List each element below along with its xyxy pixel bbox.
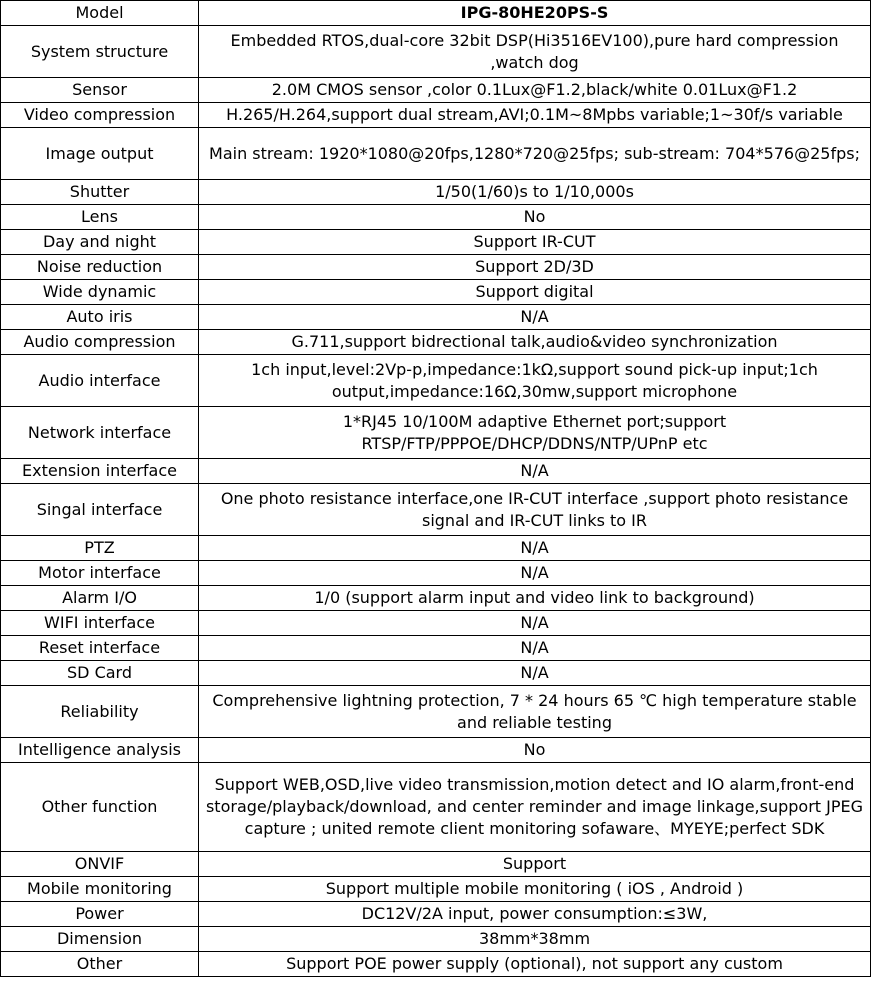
spec-value: Support 2D/3D: [199, 255, 871, 280]
spec-label: Motor interface: [1, 561, 199, 586]
spec-value: H.265/H.264,support dual stream,AVI;0.1M~8Mpbs variable;1~30f/s variable: [199, 103, 871, 128]
spec-value: DC12V/2A input, power consumption:≤3W,: [199, 902, 871, 927]
spec-row: [1, 636, 871, 661]
spec-label: Lens: [1, 205, 199, 230]
spec-label: System structure: [1, 26, 199, 78]
spec-label: Video compression: [1, 103, 199, 128]
spec-value: N/A: [199, 611, 871, 636]
spec-row: [1, 952, 871, 977]
spec-row: [1, 355, 871, 407]
spec-value: 1/50(1/60)s to 1/10,000s: [199, 180, 871, 205]
spec-row: [1, 180, 871, 205]
spec-row: [1, 586, 871, 611]
spec-row: [1, 484, 871, 536]
spec-value: Embedded RTOS,dual-core 32bit DSP(Hi3516EV100),pure hard compression ,watch dog: [199, 26, 871, 78]
spec-value: G.711,support bidrectional talk,audio&video synchronization: [199, 330, 871, 355]
spec-value: Support multiple mobile monitoring ( iOS , Android ): [199, 877, 871, 902]
spec-label: Singal interface: [1, 484, 199, 536]
spec-label: Reliability: [1, 686, 199, 738]
spec-label: Power: [1, 902, 199, 927]
spec-label: Image output: [1, 128, 199, 180]
spec-label: Auto iris: [1, 305, 199, 330]
spec-row: [1, 611, 871, 636]
spec-label: WIFI interface: [1, 611, 199, 636]
spec-row: [1, 561, 871, 586]
spec-row: [1, 305, 871, 330]
spec-label: Reset interface: [1, 636, 199, 661]
spec-row: [1, 205, 871, 230]
spec-value: N/A: [199, 561, 871, 586]
spec-value: 1*RJ45 10/100M adaptive Ethernet port;support RTSP/FTP/PPPOE/DHCP/DDNS/NTP/UPnP etc: [199, 407, 871, 459]
spec-row: [1, 877, 871, 902]
spec-value: Main stream: 1920*1080@20fps,1280*720@25fps; sub-stream: 704*576@25fps;: [199, 128, 871, 180]
spec-value: N/A: [199, 536, 871, 561]
spec-row: [1, 763, 871, 852]
spec-value: One photo resistance interface,one IR-CUT interface ,support photo resistance signal and IR-CUT links to IR: [199, 484, 871, 536]
spec-label: Network interface: [1, 407, 199, 459]
spec-label: SD Card: [1, 661, 199, 686]
spec-label: ONVIF: [1, 852, 199, 877]
spec-value: IPG-80HE20PS-S: [199, 1, 871, 26]
spec-value: Support IR-CUT: [199, 230, 871, 255]
spec-value: 38mm*38mm: [199, 927, 871, 952]
spec-row: [1, 103, 871, 128]
spec-row: [1, 852, 871, 877]
spec-row: [1, 255, 871, 280]
spec-row: [1, 459, 871, 484]
spec-label: Shutter: [1, 180, 199, 205]
spec-label: Mobile monitoring: [1, 877, 199, 902]
spec-label: Alarm I/O: [1, 586, 199, 611]
spec-value: N/A: [199, 305, 871, 330]
spec-row: [1, 128, 871, 180]
spec-value: N/A: [199, 636, 871, 661]
spec-row: [1, 1, 871, 26]
spec-label: Other function: [1, 763, 199, 852]
spec-table-body: [1, 1, 871, 977]
spec-label: Extension interface: [1, 459, 199, 484]
spec-label: Audio interface: [1, 355, 199, 407]
spec-label: Model: [1, 1, 199, 26]
spec-value: Support WEB,OSD,live video transmission,motion detect and IO alarm,front-end storage/playback/download, and center reminder and image linkage,support JPEG capture ; united remote client monitoring sofaware、MYEYE;perfect SDK: [199, 763, 871, 852]
spec-label: Day and night: [1, 230, 199, 255]
spec-label: Wide dynamic: [1, 280, 199, 305]
spec-row: [1, 902, 871, 927]
spec-value: 1ch input,level:2Vp-p,impedance:1kΩ,support sound pick-up input;1ch output,impedance:16Ω,30mw,support microphone: [199, 355, 871, 407]
spec-value: Support digital: [199, 280, 871, 305]
spec-value: N/A: [199, 459, 871, 484]
spec-value: Support: [199, 852, 871, 877]
spec-row: [1, 26, 871, 78]
spec-label: PTZ: [1, 536, 199, 561]
spec-row: [1, 280, 871, 305]
spec-label: Audio compression: [1, 330, 199, 355]
spec-row: [1, 738, 871, 763]
spec-label: Other: [1, 952, 199, 977]
spec-label: Sensor: [1, 78, 199, 103]
spec-value: N/A: [199, 661, 871, 686]
spec-value: No: [199, 205, 871, 230]
spec-row: [1, 661, 871, 686]
spec-row: [1, 78, 871, 103]
spec-label: Intelligence analysis: [1, 738, 199, 763]
spec-value: Support POE power supply (optional), not support any custom: [199, 952, 871, 977]
spec-label: Noise reduction: [1, 255, 199, 280]
spec-row: [1, 330, 871, 355]
spec-value: Comprehensive lightning protection, 7 * 24 hours 65 ℃ high temperature stable and reliable testing: [199, 686, 871, 738]
spec-row: [1, 686, 871, 738]
spec-value: 2.0M CMOS sensor ,color 0.1Lux@F1.2,black/white 0.01Lux@F1.2: [199, 78, 871, 103]
spec-row: [1, 230, 871, 255]
spec-value: No: [199, 738, 871, 763]
spec-label: Dimension: [1, 927, 199, 952]
spec-row: [1, 927, 871, 952]
spec-row: [1, 407, 871, 459]
spec-row: [1, 536, 871, 561]
spec-value: 1/0 (support alarm input and video link to background): [199, 586, 871, 611]
